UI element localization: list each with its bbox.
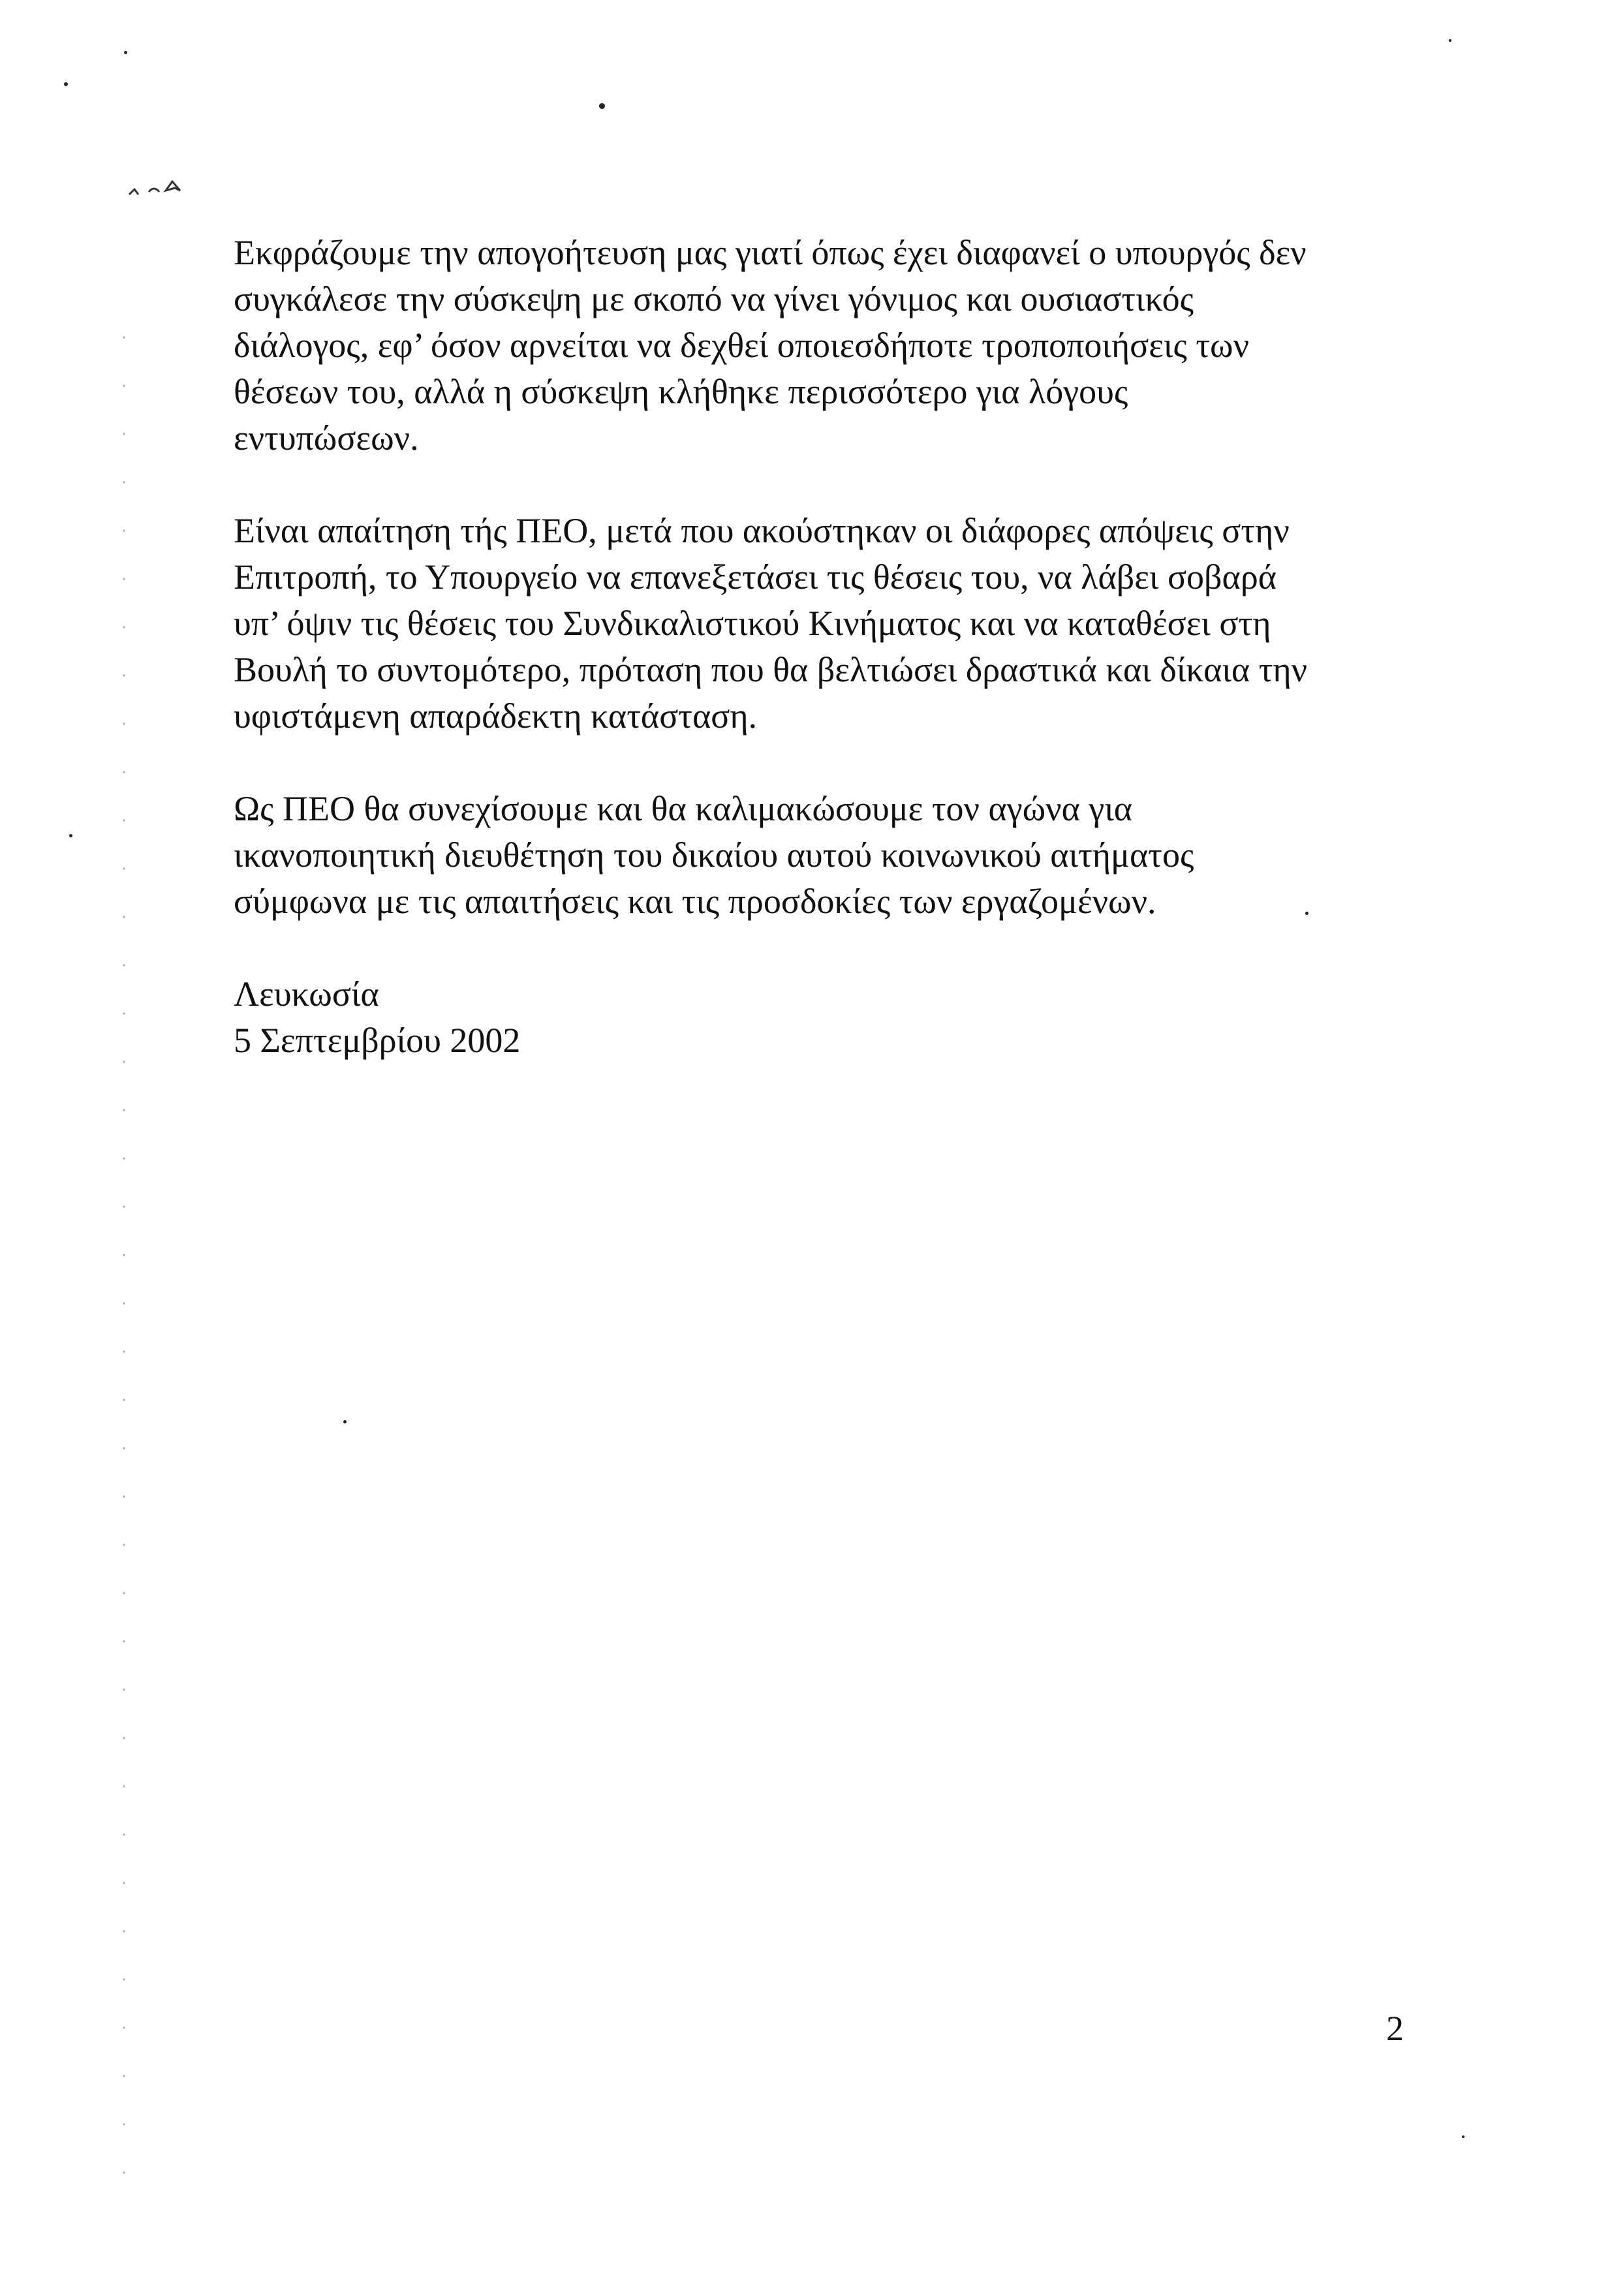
page-number: 2 xyxy=(1386,2009,1404,2048)
paragraph-demand: Είναι απαίτηση τής ΠΕΟ, μετά που ακούστηκαν οι διάφορες απόψεις στην Επιτροπή, το Υπουργείο να επανεξετάσει τις θέσεις του, να λάβει σοβαρά υπ’ όψιν τις θέσεις του Συνδικαλιστικού Κινήματος και να καταθέσει στη Βουλή το συντομότερο, πρόταση που θα βελτιώσει δραστικά και δίκαια την υφιστάμενη απαράδεκτη κατάσταση. xyxy=(234,511,1308,736)
place-name: Λευκωσία xyxy=(234,974,379,1014)
scan-corner-mark xyxy=(123,176,201,202)
scan-speck xyxy=(599,103,605,109)
scan-speck xyxy=(124,51,127,54)
scan-margin-dots xyxy=(111,313,150,2206)
scan-speck xyxy=(343,1420,347,1423)
scan-speck xyxy=(64,82,68,86)
letter-body xyxy=(234,230,1408,1064)
paragraph-struggle: Ως ΠΕΟ θα συνεχίσουμε και θα καλιμακώσουμε τον αγώνα για ικανοποιητική διευθέτηση του δικαίου αυτού κοινωνικού αιτήματος σύμφωνα με τις απαιτήσεις και τις προσδοκίες των εργαζομένων. xyxy=(234,789,1194,921)
scan-speck xyxy=(69,834,72,837)
scan-speck xyxy=(1462,2135,1464,2138)
scan-speck xyxy=(1449,39,1451,42)
letter-date: 5 Σεπτεμβρίου 2002 xyxy=(234,1021,521,1060)
paragraph-disappointment: Εκφράζουμε την απογοήτευση μας γιατί όπως έχει διαφανεί ο υπουργός δεν συγκάλεσε την σύσκεψη με σκοπό να γίνει γόνιμος και ουσιαστικός διάλογος, εφ’ όσον αρνείται να δεχθεί οποιεσδήποτε τροποποιήσεις των θέσεων του, αλλά η σύσκεψη κλήθηκε περισσότερο για λόγους εντυπώσεων. xyxy=(234,233,1307,458)
